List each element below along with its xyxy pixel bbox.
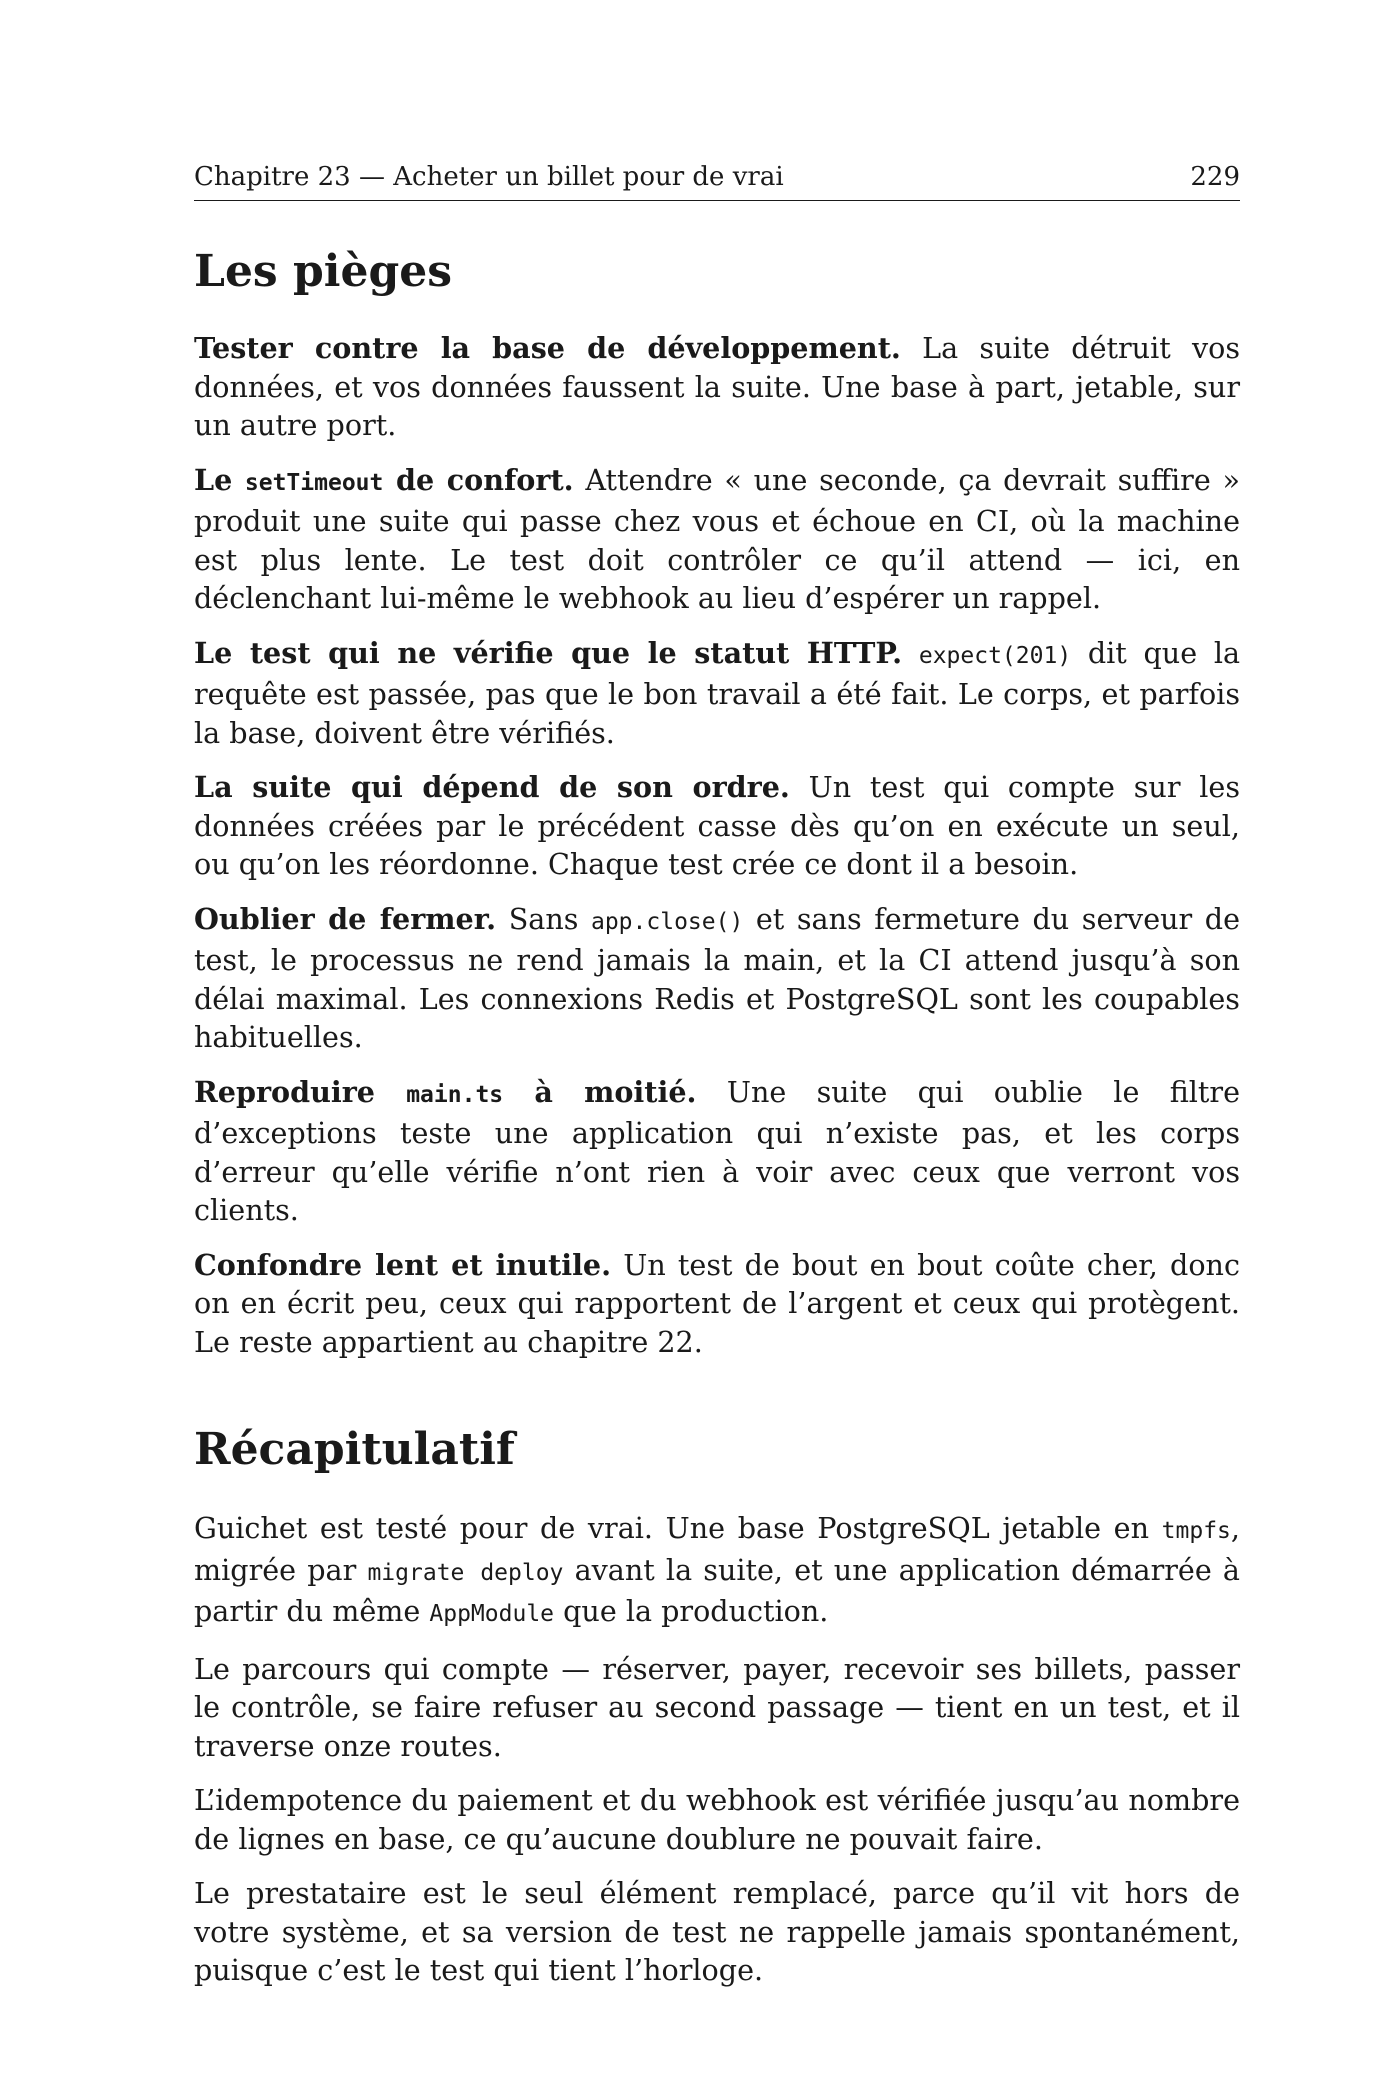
recap-text: avant la suite, et une application démarrée à partir du même bbox=[194, 1552, 1240, 1628]
page-number: 229 bbox=[1190, 162, 1240, 192]
recap-text: , migrée par bbox=[194, 1511, 1240, 1587]
pitfall-lead-part: Le bbox=[194, 462, 245, 497]
pitfall-lead bbox=[194, 463, 574, 497]
pitfall-paragraph bbox=[194, 900, 1240, 1057]
pitfall-lead: Confondre lent et inutile. bbox=[194, 1247, 612, 1282]
pitfall-lead-part: Reproduire bbox=[194, 1074, 407, 1109]
recap-text: que la production. bbox=[554, 1594, 829, 1628]
pitfall-text: Attendre « une seconde, ça devrait suffire » produit une suite qui passe chez vous et échoue en CI, où la machine est plus lente. Le test doit contrôler ce qu’il attend — ici, en déclenchant lui-même le webhook au lieu d’espérer un rappel. bbox=[194, 462, 1240, 615]
book-page bbox=[194, 160, 1240, 2006]
pitfall-paragraph bbox=[194, 768, 1240, 884]
inline-code: tmpfs bbox=[1161, 1518, 1231, 1544]
pitfall-text: Une suite qui oublie le filtre d’exceptions teste une application qui n’existe pas, et les corps d’erreur qu’elle vérifie n’ont rien à voir avec ceux que verront vos clients. bbox=[194, 1074, 1241, 1227]
pitfall-paragraph bbox=[194, 634, 1240, 753]
pitfall-text: dit que la requête est passée, pas que le bon travail a été fait. Le corps, et parfois la base, doivent être vérifiés. bbox=[194, 635, 1241, 750]
pitfall-lead bbox=[194, 1075, 697, 1109]
section-title-recap: Récapitulatif bbox=[194, 1424, 515, 1475]
recap-text: Guichet est testé pour de vrai. Une base PostgreSQL jetable en bbox=[194, 1511, 1162, 1545]
pitfall-lead: La suite qui dépend de son ordre. bbox=[194, 770, 790, 804]
inline-code: app.close() bbox=[590, 908, 744, 935]
inline-code: main.ts bbox=[406, 1081, 504, 1108]
pitfall-lead: Tester contre la base de développement. bbox=[194, 331, 901, 365]
chapter-title: Chapitre 23 — Acheter un billet pour de vrai bbox=[194, 162, 784, 192]
recap-paragraph bbox=[194, 1509, 1240, 1634]
recap-paragraph: Le prestataire est le seul élément remplacé, parce qu’il vit hors de votre système, et sa version de test ne rappelle jamais spontanément, puisque c’est le test qui tient l’horloge. bbox=[194, 1876, 1240, 1987]
inline-code: AppModule bbox=[429, 1601, 555, 1627]
pitfall-text: et sans fermeture du serveur de test, le processus ne rend jamais la main, et la CI attend jusqu’à son délai maximal. Les connexions Redis et PostgreSQL sont les coupables habituelles. bbox=[194, 901, 1240, 1054]
recap-paragraph: L’idempotence du paiement et du webhook est vérifiée jusqu’au nombre de lignes en base, ce qu’aucune doublure ne pouvait faire. bbox=[194, 1783, 1240, 1856]
pitfall-paragraph bbox=[194, 329, 1240, 445]
pitfall-paragraph bbox=[194, 1073, 1240, 1230]
pitfall-text: La suite détruit vos données, et vos données faussent la suite. Une base à part, jetable, sur un autre port. bbox=[194, 331, 1240, 442]
pitfall-lead: Oublier de fermer. bbox=[194, 901, 497, 936]
running-header bbox=[194, 160, 1240, 201]
pitfall-paragraph bbox=[194, 461, 1240, 618]
recap-paragraph: Le parcours qui compte — réserver, payer, recevoir ses billets, passer le contrôle, se faire refuser au second passage — tient en un test, et il traverse onze routes. bbox=[194, 1651, 1240, 1763]
pitfall-text: Un test qui compte sur les données créées par le précédent casse dès qu’on en exécute un seul, ou qu’on les réordonne. Chaque test crée ce dont il a besoin. bbox=[194, 770, 1240, 881]
inline-code: migrate deploy bbox=[367, 1559, 564, 1586]
pitfall-text: Un test de bout en bout coûte cher, donc on en écrit peu, ceux qui rapportent de l’argent et ceux qui protègent. Le reste appartient au chapitre 22. bbox=[194, 1247, 1240, 1359]
inline-code: expect(201) bbox=[918, 642, 1072, 669]
section-title-pitfalls: Les pièges bbox=[194, 246, 453, 297]
pitfall-lead: Le test qui ne vérifie que le statut HTTP. bbox=[194, 635, 903, 670]
inline-code: setTimeout bbox=[244, 469, 384, 496]
pitfall-lead-part: à moitié. bbox=[503, 1074, 697, 1109]
pitfall-lead-part: de confort. bbox=[383, 462, 574, 497]
pitfall-paragraph bbox=[194, 1246, 1240, 1362]
pitfall-text: Sans bbox=[496, 901, 591, 936]
